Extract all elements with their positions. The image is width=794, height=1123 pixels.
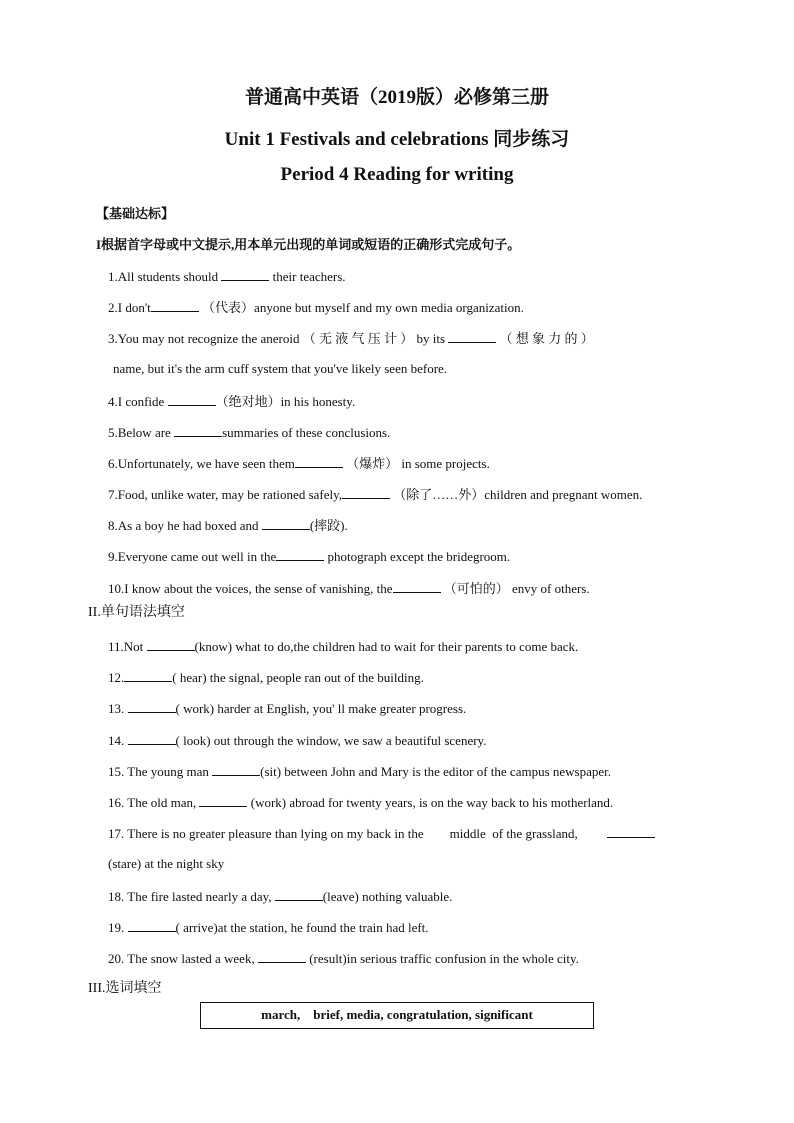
answer-blank[interactable] — [174, 424, 222, 437]
answer-blank[interactable] — [124, 669, 172, 682]
answer-blank[interactable] — [212, 763, 260, 776]
answer-blank[interactable] — [128, 919, 176, 932]
answer-blank[interactable] — [128, 700, 176, 713]
answer-blank[interactable] — [168, 393, 216, 406]
title-textbook: 普通高中英语（2019版）必修第三册 — [244, 87, 549, 108]
question-4: 4.I confide （绝对地）in his honesty. — [108, 394, 356, 409]
question-2: 2.I don't （代表）anyone but myself and my own media organization. — [108, 300, 524, 315]
question-8: 8.As a boy he had boxed and (摔跤). — [108, 518, 348, 533]
answer-blank[interactable] — [275, 888, 323, 901]
question-16: 16. The old man, (work) abroad for twenty years, is on the way back to his motherland. — [108, 795, 614, 810]
question-9: 9.Everyone came out well in the photograph except the bridegroom. — [108, 549, 511, 564]
answer-blank[interactable] — [276, 548, 324, 561]
question-12: 12. ( hear) the signal, people ran out of the building. — [108, 670, 424, 685]
answer-blank[interactable] — [151, 299, 199, 312]
section3-heading: III.选词填空 — [88, 981, 162, 996]
question-10: 10.I know about the voices, the sense of vanishing, the （可怕的） envy of others. — [108, 581, 590, 596]
answer-blank[interactable] — [199, 794, 247, 807]
answer-blank[interactable] — [128, 732, 176, 745]
question-20: 20. The snow lasted a week, (result)in serious traffic confusion in the whole city. — [108, 951, 579, 966]
question-6: 6.Unfortunately, we have seen them （爆炸） in some projects. — [108, 456, 490, 471]
answer-blank[interactable] — [607, 825, 655, 838]
question-3-continued: name, but it's the arm cuff system that you've likely seen before. — [113, 361, 448, 376]
question-17: 17. There is no greater pleasure than lying on my back in the middle of the grassland, — [108, 825, 655, 842]
question-15: 15. The young man (sit) between John and Mary is the editor of the campus newspaper. — [108, 764, 612, 779]
word-bank-box — [200, 1002, 594, 1029]
section-basic-label: 【基础达标】 — [96, 206, 175, 221]
section2-heading: II.单句语法填空 — [88, 605, 185, 620]
answer-blank[interactable] — [295, 455, 343, 468]
question-19: 19. ( arrive)at the station, he found the train had left. — [108, 920, 429, 935]
answer-blank[interactable] — [448, 330, 496, 343]
answer-blank[interactable] — [258, 950, 306, 963]
section1-heading: I根据首字母或中文提示,用本单元出现的单词或短语的正确形式完成句子。 — [96, 237, 521, 252]
title-period: Period 4 Reading for writing — [280, 164, 514, 185]
question-3: 3.You may not recognize the aneroid （ 无 液 气 压 计 ） by its （ 想 象 力 的 ） — [108, 331, 594, 346]
answer-blank[interactable] — [342, 486, 390, 499]
question-17-continued: (stare) at the night sky — [108, 856, 225, 871]
question-14: 14. ( look) out through the window, we saw a beautiful scenery. — [108, 733, 487, 748]
answer-blank[interactable] — [221, 268, 269, 281]
question-1: 1.All students should their teachers. — [108, 269, 346, 284]
question-11: 11.Not (know) what to do,the children had to wait for their parents to come back. — [108, 639, 579, 654]
answer-blank[interactable] — [262, 517, 310, 530]
word-bank-text: march, brief, media, congratulation, significant — [261, 1007, 533, 1022]
answer-blank[interactable] — [147, 638, 195, 651]
question-7: 7.Food, unlike water, may be rationed safely, （除了……外）children and pregnant women. — [108, 487, 643, 502]
question-13: 13. ( work) harder at English, you' ll make greater progress. — [108, 701, 467, 716]
answer-blank[interactable] — [393, 580, 441, 593]
title-unit: Unit 1 Festivals and celebrations 同步练习 — [224, 129, 570, 150]
question-18: 18. The fire lasted nearly a day, (leave) nothing valuable. — [108, 889, 453, 904]
question-5: 5.Below are summaries of these conclusions. — [108, 425, 391, 440]
